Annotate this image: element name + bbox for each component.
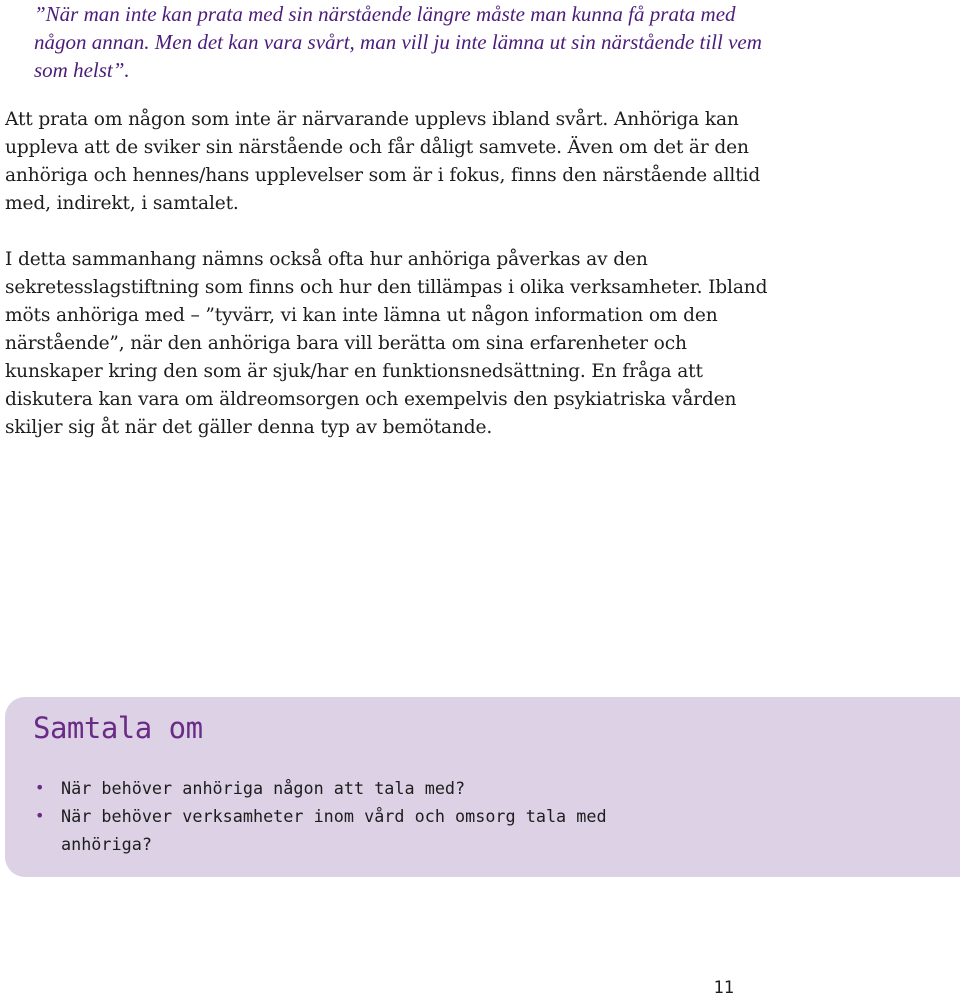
discussion-box bbox=[5, 697, 960, 877]
pull-quote: ”När man inte kan prata med sin närstående längre måste man kunna få prata med någon annan. Men det kan vara svårt, man vill ju inte lämna ut sin närstående till vem som helst”. bbox=[34, 2, 762, 82]
bullet-icon: • bbox=[35, 778, 45, 797]
body-paragraph-1: Att prata om någon som inte är närvarande upplevs ibland svårt. Anhöriga kan uppleva att de sviker sin närstående och får dåligt samvete. Även om det är den anhöriga och hennes/hans upplevelser som är i fokus, finns den närstående alltid med, indirekt, i samtalet. bbox=[5, 109, 761, 214]
list-item-text: När behöver anhöriga någon att tala med? bbox=[61, 778, 466, 798]
body-paragraph-2: I detta sammanhang nämns också ofta hur anhöriga påverkas av den sekretesslagstiftning som finns och hur den tillämpas i olika verksamheter. Ibland möts anhöriga med – ”tyvärr, vi kan inte lämna ut någon information om den närstående”, när den anhöriga bara vill berätta om sina erfarenheter och kunskaper kring den som är sjuk/har en funktionsnedsättning. En fråga att diskutera kan vara om äldreomsorgen och exempelvis den psykiatriska vården skiljer sig åt när det gäller denna typ av bemötande. bbox=[5, 249, 768, 438]
discussion-list bbox=[33, 774, 653, 858]
page-number: 11 bbox=[713, 978, 734, 998]
list-item bbox=[33, 802, 653, 858]
discussion-box-title: Samtala om bbox=[33, 711, 203, 745]
bullet-icon: • bbox=[35, 806, 45, 825]
list-item bbox=[33, 774, 653, 802]
list-item-text: När behöver verksamheter inom vård och omsorg tala med anhöriga? bbox=[61, 806, 607, 854]
